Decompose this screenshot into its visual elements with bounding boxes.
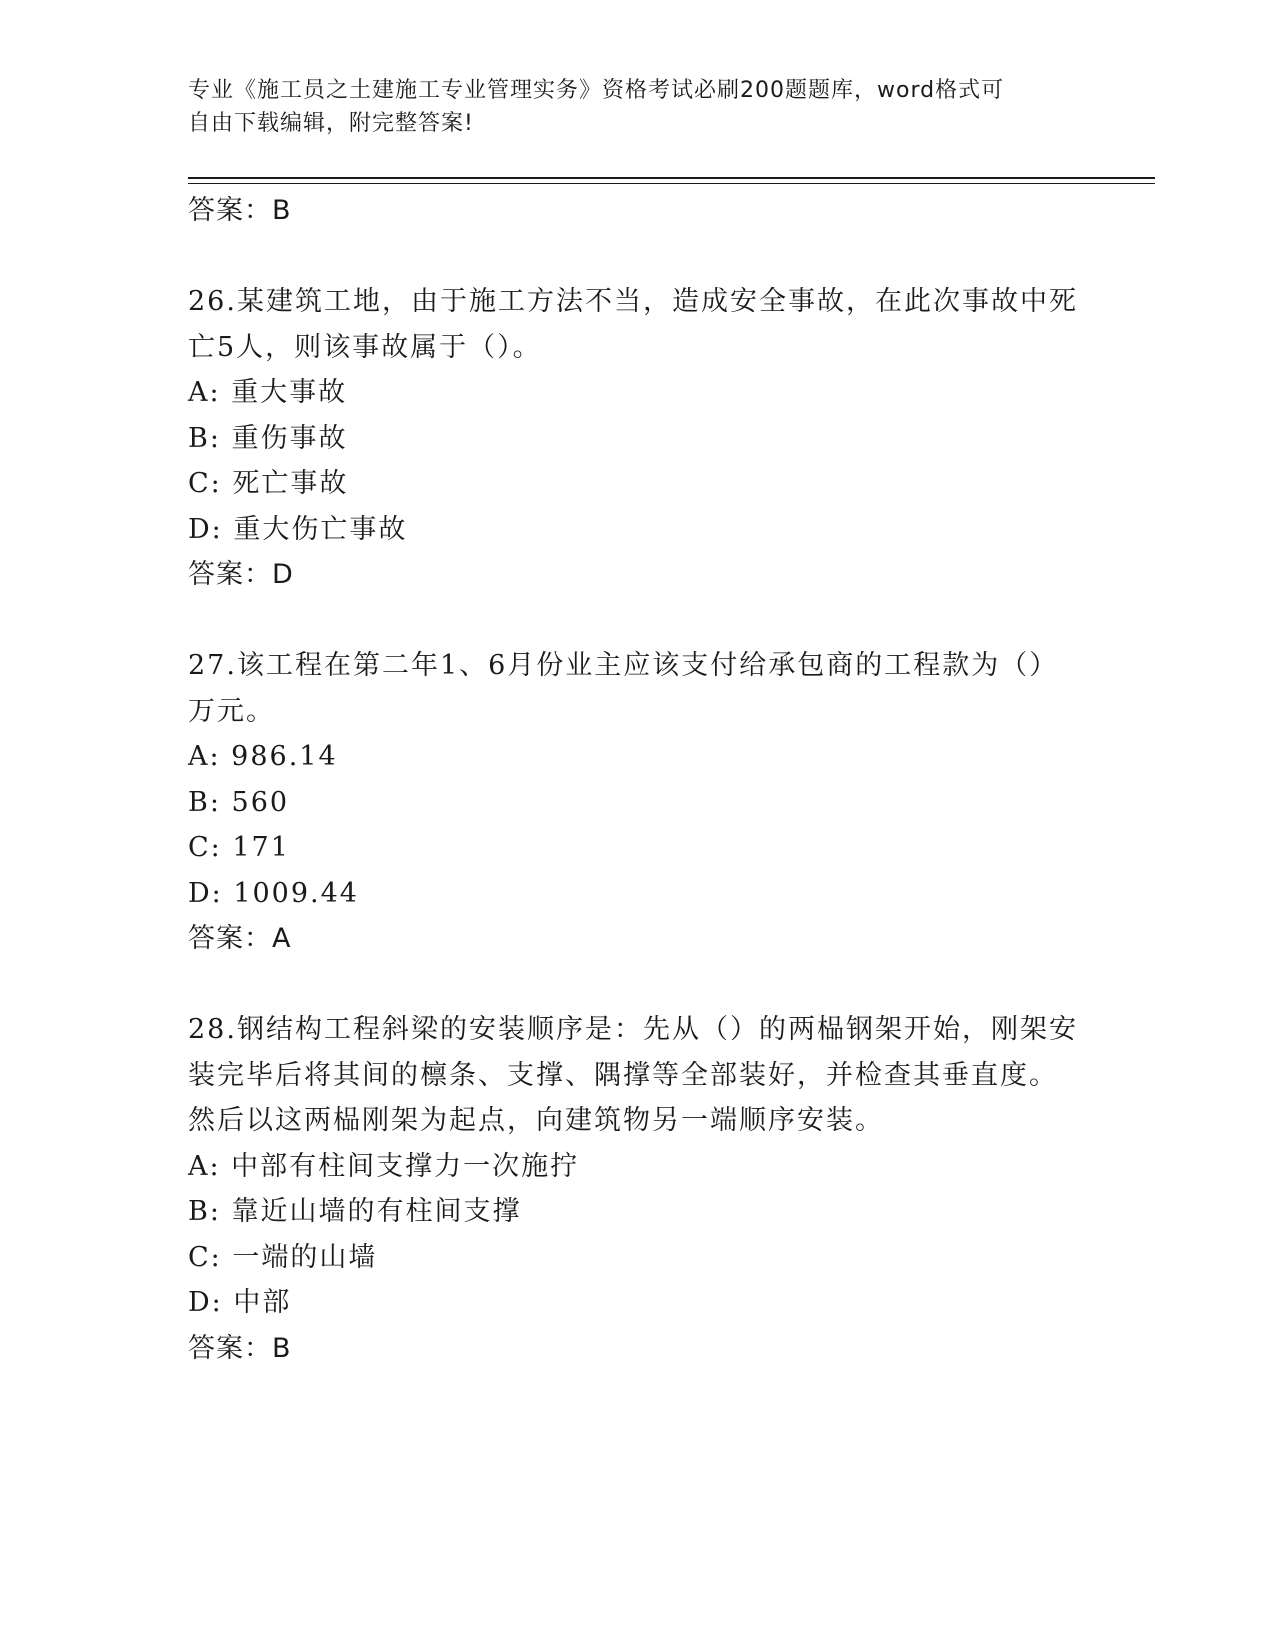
- spacer: [188, 962, 1088, 1008]
- question-stem-line: 亡5人，则该事故属于（）。: [188, 331, 542, 363]
- spacer: [188, 234, 1088, 280]
- option-c: C: 171: [188, 832, 290, 863]
- option-d: D: 重大伤亡事故: [188, 513, 408, 545]
- option-d: D: 中部: [188, 1287, 292, 1318]
- question-stem-line: 27.该工程在第二年1、6月份业主应该支付给承包商的工程款为（）: [188, 650, 1059, 681]
- question-stem-line: 28.钢结构工程斜梁的安装顺序是：先从（）的两榀钢架开始，刚架安: [188, 1014, 1078, 1045]
- option-b: B: 560: [188, 786, 290, 818]
- answer-line: 答案：B: [188, 1332, 292, 1364]
- option-c: C: 死亡事故: [188, 468, 349, 499]
- header-line-2: 自由下载编辑，附完整答案!: [188, 111, 474, 136]
- question-26: [188, 279, 1088, 598]
- answer-line: 答案：A: [188, 923, 292, 954]
- question-stem-line: 装完毕后将其间的檩条、支撑、隅撑等全部装好，并检查其垂直度。: [188, 1059, 1058, 1091]
- option-c: C: 一端的山墙: [188, 1241, 378, 1273]
- question-28: [188, 1007, 1088, 1371]
- option-b: B: 重伤事故: [188, 422, 348, 454]
- option-d: D: 1009.44: [188, 877, 359, 909]
- question-stem-line: 然后以这两榀刚架为起点，向建筑物另一端顺序安装。: [188, 1105, 884, 1136]
- question-stem-line: 26.某建筑工地，由于施工方法不当，造成安全事故，在此次事故中死: [188, 286, 1078, 317]
- spacer: [188, 598, 1088, 644]
- question-27: [188, 643, 1088, 962]
- option-a: A: 986.14: [188, 741, 338, 772]
- document-body: [188, 188, 1088, 1371]
- header-rule-thin: [188, 183, 1155, 184]
- option-a: A: 重大事故: [188, 377, 348, 408]
- answer-line: 答案：D: [188, 559, 294, 590]
- previous-answer: 答案：B: [188, 195, 292, 226]
- header-rule-thick: [188, 177, 1155, 179]
- header-line-1: 专业《施工员之土建施工专业管理实务》资格考试必刷200题题库，word格式可: [188, 78, 1005, 103]
- option-a: A: 中部有柱间支撑力一次施拧: [188, 1150, 580, 1182]
- document-header: [188, 74, 1088, 140]
- question-stem-line: 万元。: [188, 695, 275, 727]
- option-b: B: 靠近山墙的有柱间支撑: [188, 1196, 522, 1227]
